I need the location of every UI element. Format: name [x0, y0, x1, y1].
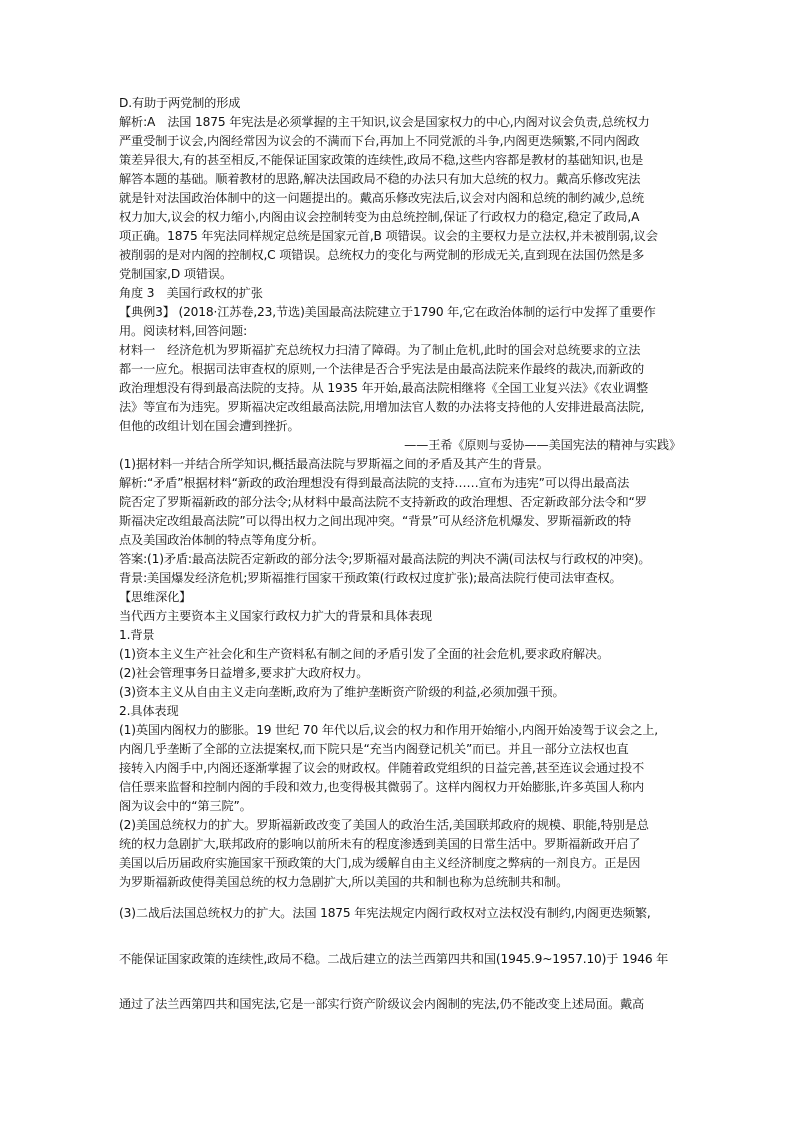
paragraph-line: 阁为议会中的“第三院”。	[119, 799, 252, 813]
paragraph-line: (3)二战后法国总统权力的扩大。法国 1875 年宪法规定内阁行政权对立法权没有制约,内阁更迭频繁,	[119, 906, 651, 920]
topic-title: 当代西方主要资本主义国家行政权力扩大的背景和具体表现	[119, 609, 432, 623]
answer-line: 背景:美国爆发经济危机;罗斯福推行国家干预政策(行政权过度扩张);最高法院行使司法审查权。	[119, 571, 622, 585]
example-line: 用。阅读材料,回答问题:	[119, 324, 248, 338]
analysis-line: 院否定了罗斯福新政的部分法令;从材料中最高法院不支持新政的政治理想、否定新政部分法令和“罗	[119, 495, 647, 509]
analysis-line: 党制国家,D 项错误。	[119, 267, 232, 281]
example-title: 【典例3】 (2018·江苏卷,23,节选)美国最高法院建立于1790 年,它在政治体制的运行中发挥了重要作	[119, 305, 656, 319]
paragraph-line: 通过了法兰西第四共和国宪法,它是一部实行资产阶级议会内阁制的宪法,仍不能改变上述局面。戴高	[119, 997, 645, 1011]
analysis-line: 斯福决定改组最高法院”可以得出权力之间出现冲突。“背景”可从经济危机爆发、罗斯福新政的特	[119, 514, 632, 528]
subheading: 1.背景	[119, 628, 155, 642]
list-item: (3)资本主义从自由主义走向垄断,政府为了维护垄断资产阶级的利益,必须加强干预。	[119, 685, 565, 699]
paragraph-line: 为罗斯福新政使得美国总统的权力急剧扩大,所以美国的共和制也称为总统制共和制。	[119, 875, 569, 889]
analysis-line: 严重受制于议会,内阁经常因为议会的不满而下台,再加上不同党派的斗争,内阁更迭频繁,不同内阁政	[119, 134, 640, 148]
paragraph-line: 美国以后历届政府实施国家干预政策的大门,成为缓解自由主义经济制度之弊病的一剂良方。正是因	[119, 856, 641, 870]
paragraph-line: 不能保证国家政策的连续性,政局不稳。二战后建立的法兰西第四共和国(1945.9~1957.10)于 1946 年	[119, 952, 669, 966]
analysis-line: 策差异很大,有的甚至相反,不能保证国家政策的连续性,政局不稳,这些内容都是教材的基础知识,也是	[119, 153, 644, 167]
analysis-line: 项正确。1875 年宪法同样规定总统是国家元首,B 项错误。议会的主要权力是立法权,并未被削弱,议会	[119, 229, 658, 243]
paragraph-line: (1)英国内阁权力的膨胀。19 世纪 70 年代以后,议会的权力和作用开始缩小,内阁开始凌驾于议会之上,	[119, 723, 659, 737]
paragraph-line: 信任票来监督和控制内阁的手段和效力,也变得极其微弱了。这样内阁权力开始膨胀,许多英国人称内	[119, 780, 645, 794]
paragraph-line: 统的权力急剧扩大,联邦政府的影响以前所未有的程度渗透到美国的日常生活中。罗斯福新政开启了	[119, 837, 641, 851]
material-line: 材料一 经济危机为罗斯福扩充总统权力扫清了障碍。为了制止危机,此时的国会对总统要求的立法	[119, 343, 641, 357]
section-heading: 【思维深化】	[119, 590, 192, 604]
analysis-line: 就是针对法国政治体制中的这一问题提出的。戴高乐修改宪法后,议会对内阁和总统的制约减少,总统	[119, 191, 645, 205]
material-line: 但他的改组计划在国会遭到挫折。	[119, 419, 300, 433]
section-heading: 角度 3 美国行政权的扩张	[119, 286, 263, 300]
analysis-line: 点及美国政治体制的特点等角度分析。	[119, 533, 324, 547]
material-line: 政治理想没有得到最高法院的支持。从 1935 年开始,最高法院相继将《全国工业复兴法》《农业调整	[119, 381, 649, 395]
material-line: 都一一应允。根据司法审查权的原则,一个法律是否合乎宪法是由最高法院来作最终的裁决,而新政的	[119, 362, 645, 376]
question-line: (1)据材料一并结合所学知识,概括最高法院与罗斯福之间的矛盾及其产生的背景。	[119, 457, 549, 471]
list-item: (2)社会管理事务日益增多,要求扩大政府权力。	[119, 666, 369, 680]
paragraph-line: 接转入内阁手中,内阁还逐渐掌握了议会的财政权。伴随着政党组织的日益完善,甚至连议会通过投不	[119, 761, 645, 775]
paragraph-line: (2)美国总统权力的扩大。罗斯福新政改变了美国人的政治生活,美国联邦政府的规模、职能,特别是总	[119, 818, 649, 832]
answer-line: 答案:(1)矛盾:最高法院否定新政的部分法令;罗斯福对最高法院的判决不满(司法权与行政权的冲突)。	[119, 552, 651, 566]
analysis-line: 被削弱的是对内阁的控制权,C 项错误。总统权力的变化与两党制的形成无关,直到现在法国仍然是多	[119, 248, 645, 262]
paragraph-line: 内阁几乎垄断了全部的立法提案权,而下院只是“充当内阁登记机关”而已。并且一部分立法权也直	[119, 742, 629, 756]
material-source: ——王希《原则与妥协——美国宪法的精神与实践》	[404, 438, 681, 452]
subheading: 2.具体表现	[119, 704, 179, 718]
analysis-line: 解答本题的基础。顺着教材的思路,解决法国政局不稳的办法只有加大总统的权力。戴高乐修改宪法	[119, 172, 641, 186]
analysis-line: 权力加大,议会的权力缩小,内阁由议会控制转变为由总统控制,保证了行政权力的稳定,稳定了政局,A	[119, 210, 640, 224]
option-d: D.有助于两党制的形成	[119, 96, 241, 110]
list-item: (1)资本主义生产社会化和生产资料私有制之间的矛盾引发了全面的社会危机,要求政府解决。	[119, 647, 609, 661]
material-line: 法》等宣布为违宪。罗斯福决定改组最高法院,用增加法官人数的办法将支持他的人安排进最高法院,	[119, 400, 645, 414]
analysis-line: 解析:A 法国 1875 年宪法是必须掌握的主干知识,议会是国家权力的中心,内阁对议会负责,总统权力	[119, 115, 650, 129]
analysis-line: 解析:“矛盾”根据材料“新政的政治理想没有得到最高法院的支持……宣布为违宪”可以得出最高法	[119, 476, 630, 490]
